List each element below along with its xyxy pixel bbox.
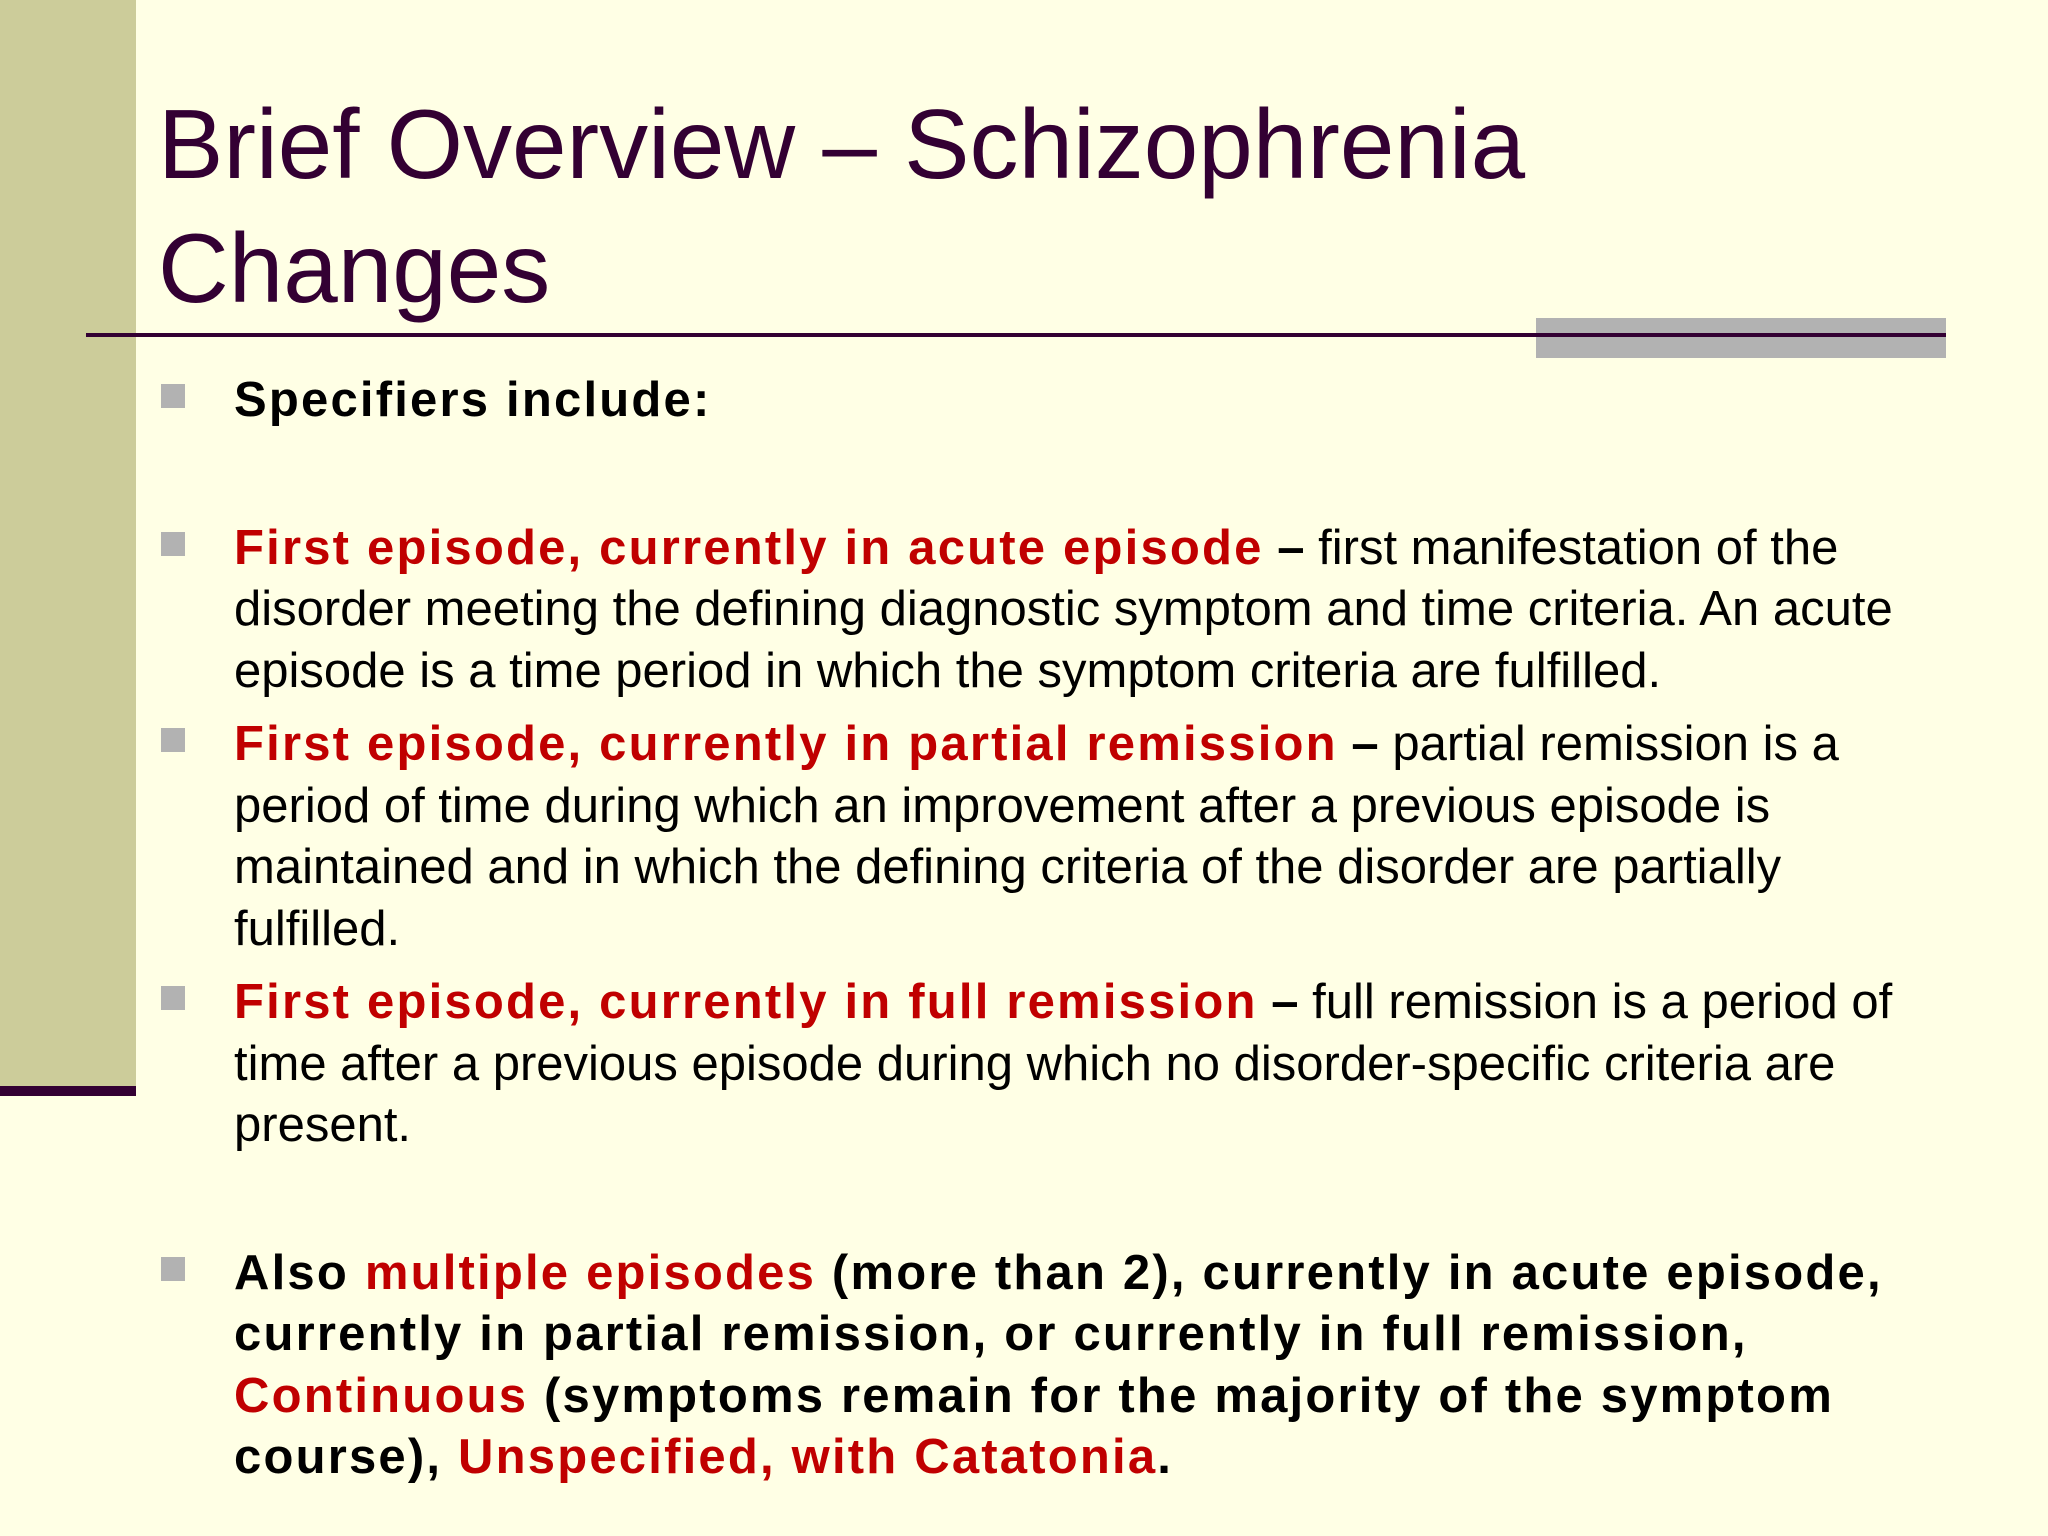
also-middle-text: (more than 2), currently in acute episode, currently in partial remission, or currently in full remission, (234, 1245, 1883, 1361)
unspecified-comma: , (759, 1430, 776, 1484)
unspecified-term: Unspecified (458, 1430, 760, 1484)
bullet-acute-episode (158, 518, 1958, 703)
partial-remission-term: First episode, currently in partial remission (234, 717, 1338, 771)
square-bullet-icon (161, 986, 185, 1010)
bullet-list (158, 370, 1958, 1489)
specifiers-heading: Specifiers include: (234, 373, 712, 427)
bullet-also-specifiers (158, 1243, 1958, 1489)
acute-episode-description: first manifestation of the disorder meeting the defining diagnostic symptom and time criteria. An acute episode is a time period in which the symptom criteria are fulfilled. (234, 520, 1893, 698)
continuous-term: Continuous (234, 1368, 529, 1423)
partial-remission-dash: – (1351, 717, 1379, 771)
bullet-specifiers (158, 370, 1958, 432)
multiple-episodes-term: multiple episodes (364, 1245, 817, 1300)
left-accent-bar-underline (0, 1086, 136, 1096)
title-accent-bar-line (1536, 333, 1946, 337)
square-bullet-icon (161, 728, 185, 752)
bullet-full-remission (158, 972, 1958, 1157)
acute-episode-dash: – (1277, 520, 1305, 575)
partial-remission-description: partial remission is a period of time during which an improvement after a previous episode is maintained and in which the defining criteria of the disorder are partially fulfilled. (234, 717, 1839, 956)
catatonia-term: with Catatonia (791, 1430, 1158, 1484)
square-bullet-icon (161, 532, 185, 556)
left-accent-bar (0, 0, 136, 1086)
full-remission-description: full remission is a period of time after a previous episode during which no disorder-specific criteria are present. (234, 975, 1893, 1152)
slide-title (158, 82, 1958, 330)
bullet-partial-remission (158, 714, 1958, 960)
also-prefix: Also (234, 1245, 349, 1300)
continuous-note: (symptoms remain for the majority of the symptom course), (234, 1368, 1834, 1484)
slide-title-line-1: Brief Overview – Schizophrenia (158, 89, 1526, 199)
square-bullet-icon (161, 384, 185, 408)
full-remission-dash: – (1271, 975, 1299, 1029)
acute-episode-term: First episode, currently in acute episode (234, 520, 1264, 575)
full-remission-term: First episode, currently in full remission (234, 975, 1258, 1029)
square-bullet-icon (161, 1257, 185, 1281)
title-accent-bar (1536, 318, 1946, 358)
also-end-period: . (1157, 1430, 1174, 1484)
slide-title-line-2: Changes (158, 213, 551, 323)
